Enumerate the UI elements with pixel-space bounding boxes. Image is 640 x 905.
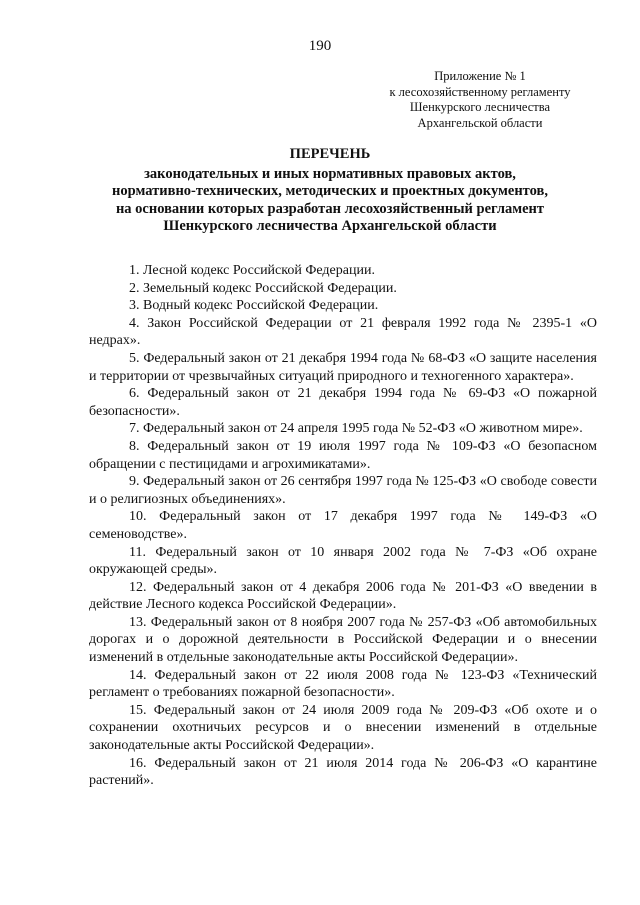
page-number: 190	[308, 38, 332, 54]
title-line-2: нормативно-технических, методических и проектных документов,	[112, 183, 548, 199]
list-item: 12. Федеральный закон от 4 декабря 2006 года № 201-ФЗ «О введении в действие Лесного кодекса Российской Федерации».	[89, 579, 597, 613]
list-item: 14. Федеральный закон от 22 июля 2008 года № 123-ФЗ «Технический регламент о требованиях пожарной безопасности».	[89, 667, 597, 701]
title-heading: ПЕРЕЧЕНЬ	[289, 146, 371, 162]
annex-line-1: Приложение № 1	[434, 69, 526, 83]
list-item: 5. Федеральный закон от 21 декабря 1994 года № 68-ФЗ «О защите населения и территории от чрезвычайных ситуаций природного и техногенного характера».	[89, 350, 597, 384]
annex-line-3: Шенкурского лесничества	[409, 100, 551, 114]
list-item: 4. Закон Российской Федерации от 21 февраля 1992 года № 2395-1 «О недрах».	[89, 315, 597, 349]
annex-line-2: к лесохозяйственному регламенту	[389, 84, 571, 99]
annex-line-4: Архангельской области	[417, 115, 543, 130]
list-item: 16. Федеральный закон от 21 июля 2014 года № 206-ФЗ «О карантине растений».	[89, 755, 597, 789]
list-item: 1. Лесной кодекс Российской Федерации.	[129, 263, 375, 278]
list-item: 13. Федеральный закон от 8 ноября 2007 года № 257-ФЗ «Об автомобильных дорогах и о дорожной деятельности в Российской Федерации и о внесении изменений в отдельные законодательные акты Российской Федерации».	[89, 614, 597, 666]
list-item: 6. Федеральный закон от 21 декабря 1994 года № 69-ФЗ «О пожарной безопасности».	[89, 386, 597, 419]
list-item: 8. Федеральный закон от 19 июля 1997 года № 109-ФЗ «О безопасном обращении с пестицидами и агрохимикатами».	[89, 438, 597, 472]
list-item: 7. Федеральный закон от 24 апреля 1995 года № 52-ФЗ «О животном мире».	[129, 421, 583, 437]
title-line-4: Шенкурского лесничества Архангельской области	[163, 218, 497, 234]
list-item: 3. Водный кодекс Российской Федерации.	[129, 298, 379, 314]
title-line-3: на основании которых разработан лесохозяйственный регламент	[115, 200, 545, 217]
list-item: 15. Федеральный закон от 24 июля 2009 года № 209-ФЗ «Об охоте и о сохранении охотничьих ресурсов и о внесении изменений в отдельные законодательные акты Российской Федерации».	[89, 702, 597, 754]
list-item: 9. Федеральный закон от 26 сентября 1997 года № 125-ФЗ «О свободе совести и о религиозных объединениях».	[89, 474, 597, 507]
document-title	[80, 146, 580, 236]
list-item: 11. Федеральный закон от 10 января 2002 года № 7-ФЗ «Об охране окружающей среды».	[89, 544, 597, 578]
annex-block	[360, 69, 600, 131]
law-list	[89, 262, 597, 790]
list-item: 10. Федеральный закон от 17 декабря 1997 года № 149-ФЗ «О семеноводстве».	[89, 509, 597, 542]
list-item: 2. Земельный кодекс Российской Федерации.	[129, 280, 397, 296]
title-line-1: законодательных и иных нормативных правовых актов,	[144, 165, 516, 182]
